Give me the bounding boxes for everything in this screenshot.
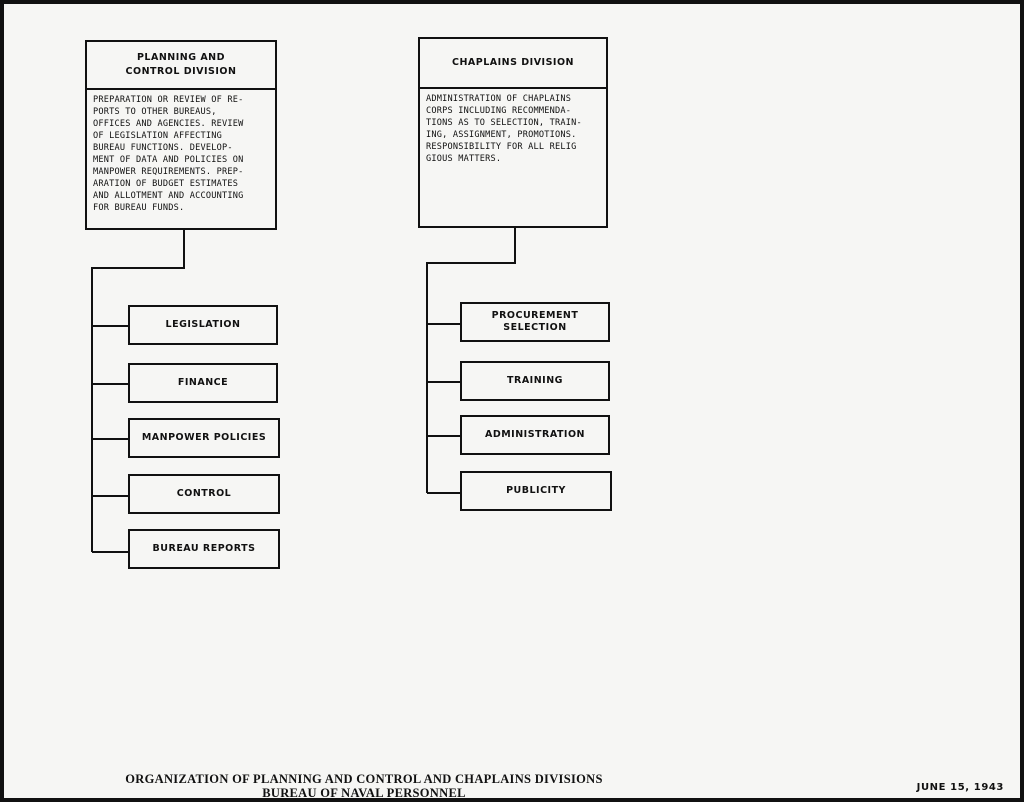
section-administration: ADMINISTRATION: [460, 415, 610, 455]
planning-control-division-title: PLANNING AND CONTROL DIVISION: [87, 42, 275, 90]
section-control: CONTROL: [128, 474, 280, 514]
caption-line-1: ORGANIZATION OF PLANNING AND CONTROL AND CHAPLAINS DIVISIONS: [125, 772, 603, 786]
section-procurement-selection: PROCUREMENT SELECTION: [460, 302, 610, 342]
section-publicity: PUBLICITY: [460, 471, 612, 511]
section-bureau-reports: BUREAU REPORTS: [128, 529, 280, 569]
chaplains-division-description: ADMINISTRATION OF CHAPLAINS CORPS INCLUDING RECOMMENDA- TIONS AS TO SELECTION, TRAIN- ING, ASSIGNMENT, PROMOTIONS. RESPONSIBILITY FOR ALL RELIG GIOUS MATTERS.: [426, 94, 582, 164]
section-legislation: LEGISLATION: [128, 305, 278, 345]
planning-control-division-description: PREPARATION OR REVIEW OF RE- PORTS TO OTHER BUREAUS, OFFICES AND AGENCIES. REVIEW OF LEGISLATION AFFECTING BUREAU FUNCTIONS. DEVELOP- MENT OF DATA AND POLICIES ON MANPOWER REQUIREMENTS. PREP- ARATION OF BUDGET ESTIMATES AND ALLOTMENT AND ACCOUNTING FOR BUREAU FUNDS.: [93, 95, 244, 213]
caption-line-2: BUREAU OF NAVAL PERSONNEL: [262, 786, 466, 800]
chaplains-division-title: CHAPLAINS DIVISION: [420, 39, 606, 89]
section-manpower-policies: MANPOWER POLICIES: [128, 418, 280, 458]
section-training: TRAINING: [460, 361, 610, 401]
section-finance: FINANCE: [128, 363, 278, 403]
planning-control-division-box: [85, 40, 277, 230]
chart-caption: [74, 772, 654, 800]
chart-date: JUNE 15, 1943: [916, 782, 1004, 793]
chaplains-division-box: [418, 37, 608, 228]
